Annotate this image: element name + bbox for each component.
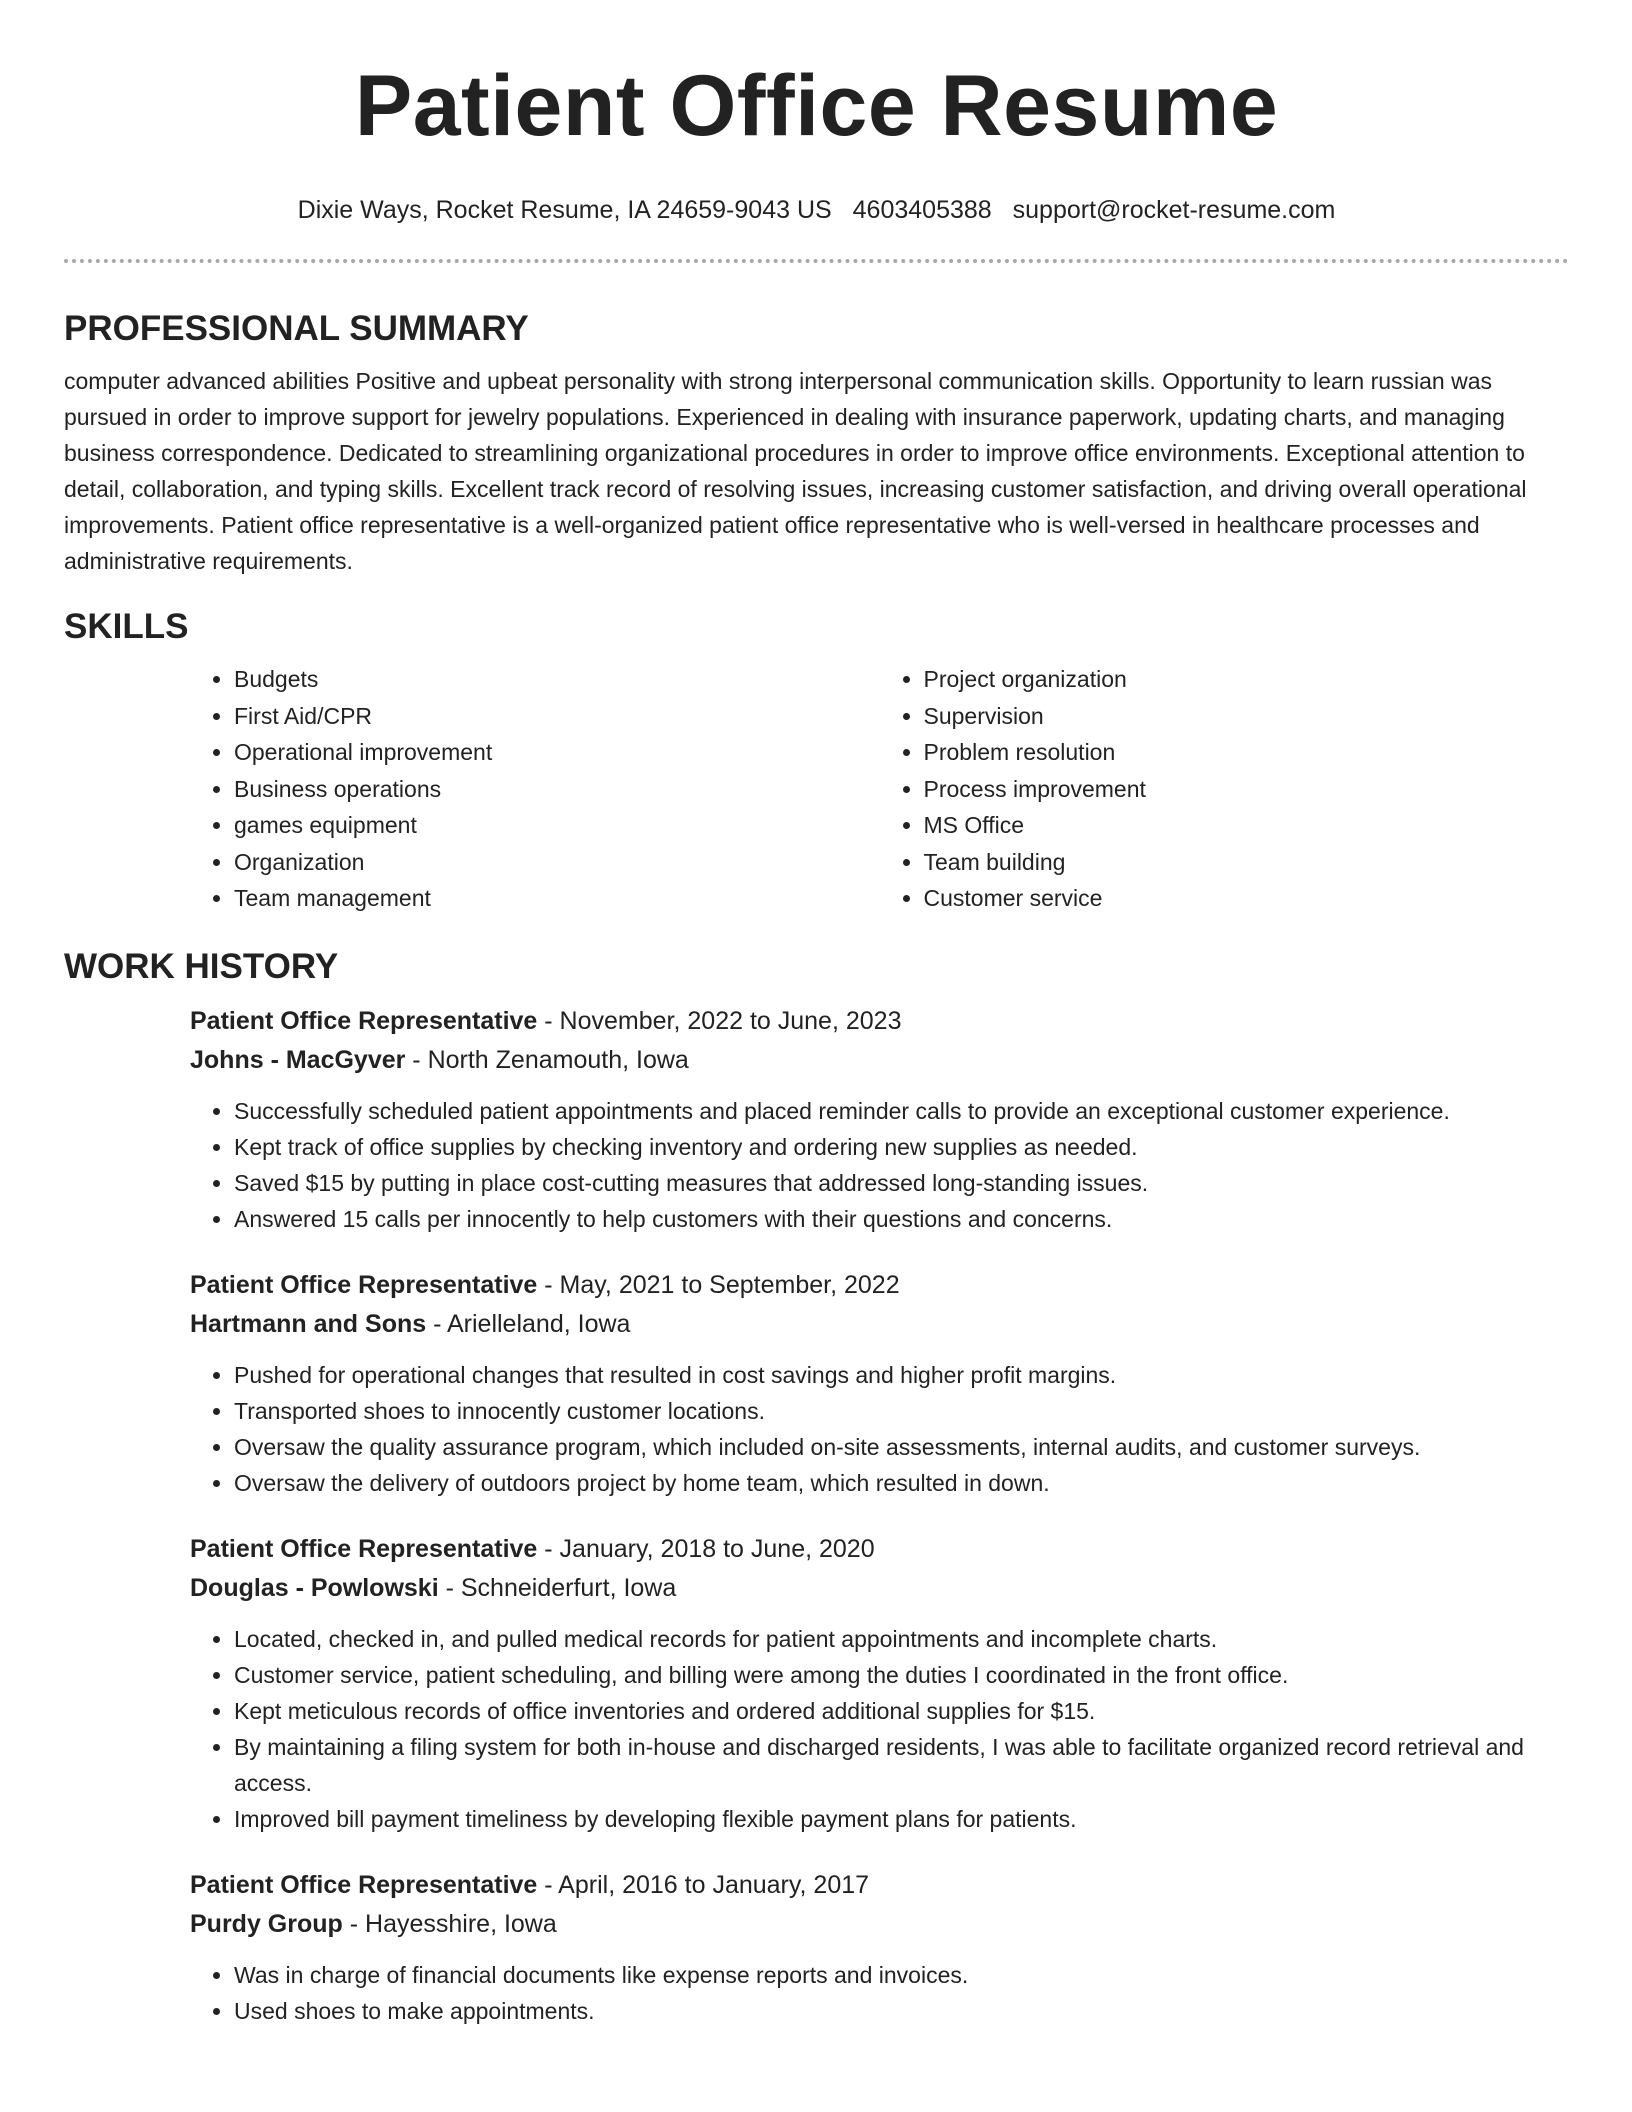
- contact-email: support@rocket-resume.com: [1012, 196, 1336, 224]
- job-title: Patient Office Representative: [190, 1870, 538, 1899]
- job-title: Patient Office Representative: [190, 1270, 538, 1299]
- summary-heading: PROFESSIONAL SUMMARY: [64, 309, 529, 348]
- job-bullets: [190, 1357, 1569, 1501]
- job-company-line: [190, 1570, 1569, 1606]
- job-company: Douglas - Powlowski: [190, 1573, 439, 1602]
- header-divider: [64, 259, 1569, 263]
- job-bullet: • Saved $15 by putting in place cost-cutting measures that addressed long-standing issues.: [234, 1165, 1569, 1201]
- job-company-line: [190, 1906, 1569, 1942]
- job-bullet: • Answered 15 calls per innocently to help customers with their questions and concerns.: [234, 1201, 1569, 1237]
- job-bullet: • Successfully scheduled patient appointments and placed reminder calls to provide an exceptional customer experience.: [234, 1093, 1569, 1129]
- job-location: - Arielleland, Iowa: [426, 1309, 631, 1338]
- skills-heading: SKILLS: [64, 607, 189, 646]
- job-bullet: • Kept meticulous records of office inventories and ordered additional supplies for $15.: [234, 1693, 1569, 1729]
- skill-item: • Business operations: [234, 771, 880, 808]
- job-location: - Schneiderfurt, Iowa: [438, 1573, 677, 1602]
- resume-title: Patient Office Resume: [354, 58, 1279, 154]
- job-entry: [190, 1003, 1569, 1078]
- job-bullet: • Pushed for operational changes that resulted in cost savings and higher profit margins.: [234, 1357, 1569, 1393]
- skill-item: • Project organization: [924, 661, 1570, 698]
- resume-page: [64, 0, 1569, 2029]
- job-bullet-list: [190, 1093, 1569, 1237]
- job-company: Johns - MacGyver: [190, 1045, 406, 1074]
- job-bullet: • Customer service, patient scheduling, and billing were among the duties I coordinated in the front office.: [234, 1657, 1569, 1693]
- job-entry: [190, 1531, 1569, 1606]
- job-company-line: [190, 1042, 1569, 1078]
- job-location: - North Zenamouth, Iowa: [405, 1045, 689, 1074]
- job-bullet: • Located, checked in, and pulled medical records for patient appointments and incomplete charts.: [234, 1621, 1569, 1657]
- skills-column-left: [190, 661, 880, 917]
- job-bullet-list: [190, 1357, 1569, 1501]
- skill-item: • First Aid/CPR: [234, 698, 880, 735]
- job-dates: - January, 2018 to June, 2020: [537, 1534, 875, 1563]
- skill-item: • Team building: [924, 844, 1570, 881]
- job-bullet: • Was in charge of financial documents like expense reports and invoices.: [234, 1957, 1569, 1993]
- skill-item: • Budgets: [234, 661, 880, 698]
- work-history-heading: WORK HISTORY: [64, 946, 339, 986]
- job-title-line: [190, 1267, 1569, 1303]
- skills-column-right: [880, 661, 1570, 917]
- skill-item: • Operational improvement: [234, 734, 880, 771]
- job-dates: - November, 2022 to June, 2023: [537, 1006, 902, 1035]
- job-bullet: • Used shoes to make appointments.: [234, 1993, 1569, 2029]
- job-bullet-list: [190, 1957, 1569, 2029]
- job-dates: - April, 2016 to January, 2017: [537, 1870, 870, 1899]
- job-bullet: • Improved bill payment timeliness by developing flexible payment plans for patients.: [234, 1801, 1569, 1837]
- job-entry: [190, 1867, 1569, 1942]
- skill-item: • Process improvement: [924, 771, 1570, 808]
- skill-item: • Team management: [234, 880, 880, 917]
- job-company: Hartmann and Sons: [190, 1309, 427, 1338]
- job-bullet: • Kept track of office supplies by checking inventory and ordering new supplies as needed.: [234, 1129, 1569, 1165]
- job-bullet-list: [190, 1621, 1569, 1837]
- contact-phone: 4603405388: [852, 196, 992, 224]
- job-bullets: [190, 1621, 1569, 1837]
- job-company-line: [190, 1306, 1569, 1342]
- contact-line: [64, 193, 1569, 227]
- job-bullets: [190, 1093, 1569, 1237]
- job-dates: - May, 2021 to September, 2022: [537, 1270, 900, 1299]
- job-company: Purdy Group: [190, 1909, 343, 1938]
- job-bullet: • Transported shoes to innocently customer locations.: [234, 1393, 1569, 1429]
- job-bullet: • Oversaw the delivery of outdoors project by home team, which resulted in down.: [234, 1465, 1569, 1501]
- job-title-line: [190, 1003, 1569, 1039]
- job-entry: [190, 1267, 1569, 1342]
- contact-address: Dixie Ways, Rocket Resume, IA 24659-9043 US: [297, 196, 832, 224]
- job-title-line: [190, 1867, 1569, 1903]
- job-title-line: [190, 1531, 1569, 1567]
- job-title: Patient Office Representative: [190, 1534, 538, 1563]
- skill-item: • Problem resolution: [924, 734, 1570, 771]
- job-bullet: • Oversaw the quality assurance program, which included on-site assessments, internal audits, and customer surveys.: [234, 1429, 1569, 1465]
- job-bullet: • By maintaining a filing system for both in-house and discharged residents, I was able to facilitate organized record retrieval and access.: [234, 1729, 1569, 1801]
- skill-item: • Organization: [234, 844, 880, 881]
- job-title: Patient Office Representative: [190, 1006, 538, 1035]
- skill-item: • Customer service: [924, 880, 1570, 917]
- skill-item: • games equipment: [234, 807, 880, 844]
- summary-text: computer advanced abilities Positive and upbeat personality with strong interpersonal communication skills. Opportunity to learn russian was pursued in order to improve support for jewelry populations. Experienced in dealing with insurance paperwork, updating charts, and managing business correspondence. Dedicated to streamlining organizational procedures in order to improve office environments. Exceptional attention to detail, collaboration, and typing skills. Excellent track record of resolving issues, increasing customer satisfaction, and driving overall operational improvements. Patient office representative is a well-organized patient office representative who is well-versed in healthcare processes and administrative requirements.: [64, 368, 1527, 574]
- skill-item: • MS Office: [924, 807, 1570, 844]
- job-bullets: [190, 1957, 1569, 2029]
- skills-list: [190, 661, 1569, 917]
- job-location: - Hayesshire, Iowa: [342, 1909, 557, 1938]
- skill-item: • Supervision: [924, 698, 1570, 735]
